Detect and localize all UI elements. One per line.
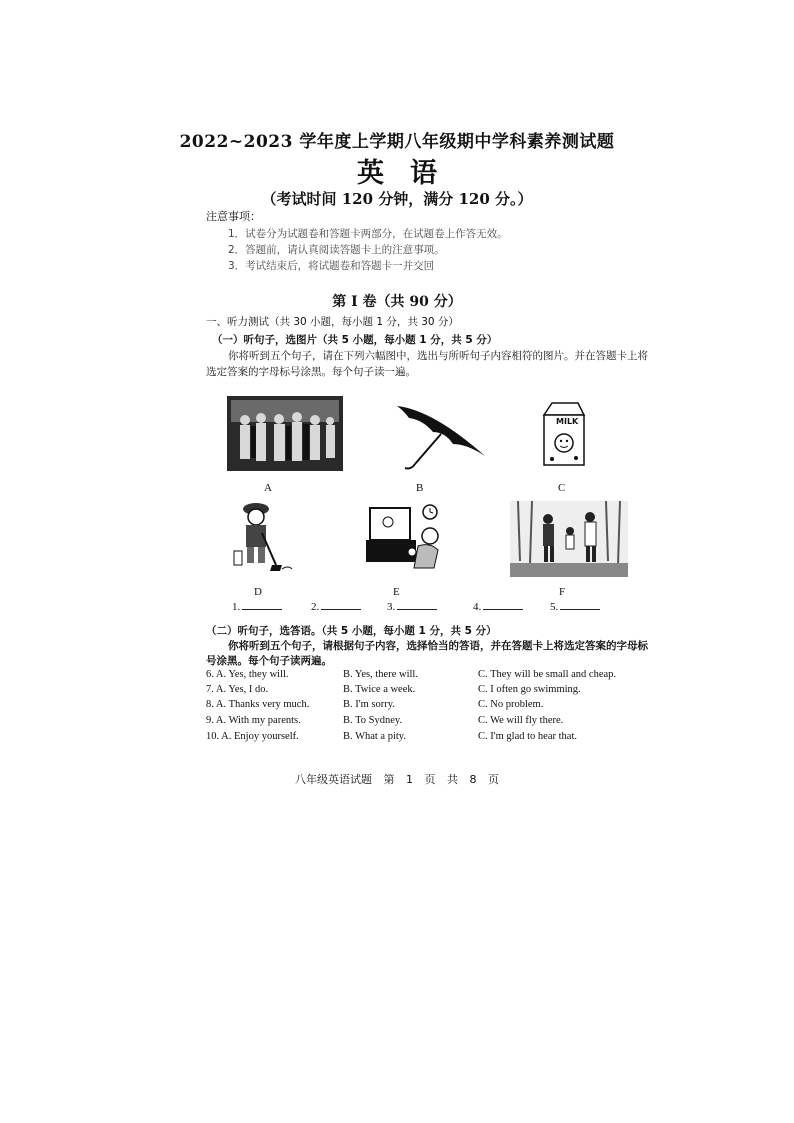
question-option-a: 9. A. With my parents.: [206, 715, 301, 726]
answer-blank[interactable]: [232, 601, 282, 613]
subsection-title: （二）听句子，选答语。（共 5 小题，每小题 1 分，共 5 分）: [206, 625, 497, 637]
blank-number: 5.: [550, 601, 559, 613]
subject-title: 英语: [357, 158, 463, 189]
question-option-c: C. I often go swimming.: [478, 684, 581, 695]
umbrella-picture: [393, 398, 489, 472]
watching-tv-picture: [366, 502, 442, 574]
picture-letter: D: [254, 586, 262, 598]
milk-carton-picture: [538, 399, 590, 467]
question-option-a: 10. A. Enjoy yourself.: [206, 731, 299, 742]
child-sweeping-picture: [232, 499, 294, 573]
answer-blank[interactable]: [311, 601, 361, 613]
blank-number: 3.: [387, 601, 396, 613]
milk-label: MILK: [556, 417, 579, 426]
exam-title: 2022~2023 学年度上学期八年级期中学科素养测试题: [179, 132, 615, 152]
instruction-line: 你将听到五个句子，请在下列六幅图中，选出与所听句子内容相符的图片。并在答题卡上将: [228, 350, 648, 362]
blank-number: 4.: [473, 601, 482, 613]
notes-heading: 注意事项：: [206, 210, 261, 223]
question-option-a: 8. A. Thanks very much.: [206, 699, 310, 710]
answer-blank[interactable]: [473, 601, 523, 613]
answer-blank[interactable]: [550, 601, 600, 613]
picture-letter: C: [558, 482, 566, 494]
note-item: 3．考试结束后，将试题卷和答题卡一并交回: [228, 260, 435, 272]
family-walking-picture: [510, 501, 628, 577]
question-option-c: C. They will be small and cheap.: [478, 669, 617, 680]
note-item: 1．试卷分为试题卷和答题卡两部分，在试题卷上作答无效。: [228, 228, 508, 240]
instruction-line: 选定答案的字母标号涂黑。每个句子读一遍。: [206, 366, 416, 378]
picture-letter: E: [393, 586, 400, 598]
picture-letter: B: [416, 482, 424, 494]
answer-blank[interactable]: [387, 601, 437, 613]
question-option-b: B. What a pity.: [343, 731, 406, 742]
picture-people-group: [227, 396, 343, 471]
question-option-c: C. We will fly there.: [478, 715, 564, 726]
question-option-b: B. Yes, there will.: [343, 669, 418, 680]
question-option-c: C. I'm glad to hear that.: [478, 731, 577, 742]
note-item: 2．答题前，请认真阅读答题卡上的注意事项。: [228, 244, 445, 256]
question-option-c: C. No problem.: [478, 699, 544, 710]
part-title: 第 I 卷（共 90 分）: [332, 294, 462, 310]
exam-time-note: （考试时间 120 分钟，满分 120 分。）: [261, 190, 533, 208]
subsection-title: （一）听句子，选图片（共 5 小题，每小题 1 分，共 5 分）: [212, 334, 498, 346]
question-option-b: B. Twice a week.: [343, 684, 416, 695]
question-option-b: B. To Sydney.: [343, 715, 403, 726]
question-option-a: 6. A. Yes, they will.: [206, 669, 289, 680]
page-footer: 八年级英语试题 第 1 页 共 8 页: [295, 773, 499, 786]
question-option-b: B. I'm sorry.: [343, 699, 395, 710]
picture-letter: A: [264, 482, 272, 494]
blank-number: 2.: [311, 601, 320, 613]
blank-number: 1.: [232, 601, 241, 613]
question-option-a: 7. A. Yes, I do.: [206, 684, 269, 695]
instruction-line: 号涂黑。每个句子读两遍。: [206, 655, 332, 667]
section-title: 一、听力测试（共 30 小题，每小题 1 分，共 30 分）: [206, 316, 459, 328]
instruction-line: 你将听到五个句子，请根据句子内容，选择恰当的答语，并在答题卡上将选定答案的字母标: [228, 640, 648, 652]
picture-letter: F: [559, 586, 566, 598]
